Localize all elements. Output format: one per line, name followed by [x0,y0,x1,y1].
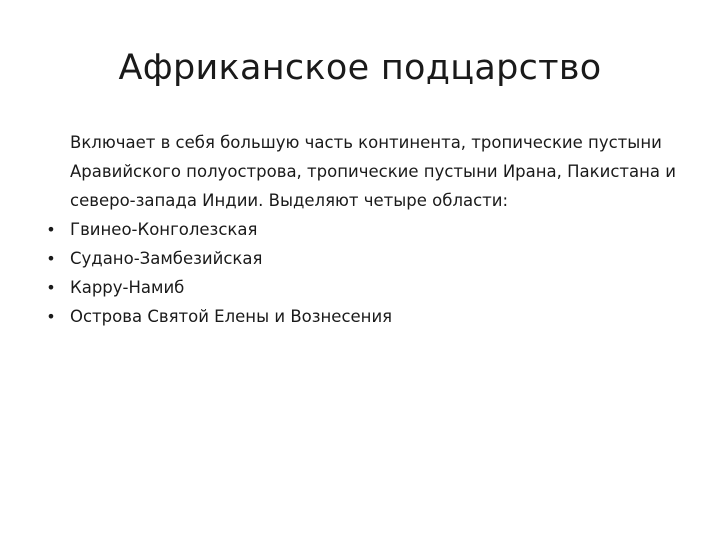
region-label: Острова Святой Елены и Вознесения [70,307,393,326]
intro-paragraph [70,128,680,215]
slide-title: Африканское подцарство [118,48,602,88]
list-item-st-helena-ascension [46,302,680,331]
list-item-guinea-congolian [46,215,680,244]
list-item-sudano-zambezian [46,244,680,273]
region-list [46,215,680,331]
list-item-karoo-namib [46,273,680,302]
intro-line: Аравийского полуострова, тропические пустыни Ирана, Пакистана и [70,162,677,181]
region-label: Карру-Намиб [70,278,185,297]
bullet-icon: • [46,220,56,239]
slide-body [46,128,680,331]
region-label: Гвинео-Конголезская [70,220,258,239]
bullet-icon: • [46,249,56,268]
region-label: Судано-Замбезийская [70,249,263,268]
bullet-icon: • [46,278,56,297]
intro-line: северо-запада Индии. Выделяют четыре области: [70,191,509,210]
intro-line: Включает в себя большую часть континента, тропические пустыни [70,133,662,152]
bullet-icon: • [46,307,56,326]
